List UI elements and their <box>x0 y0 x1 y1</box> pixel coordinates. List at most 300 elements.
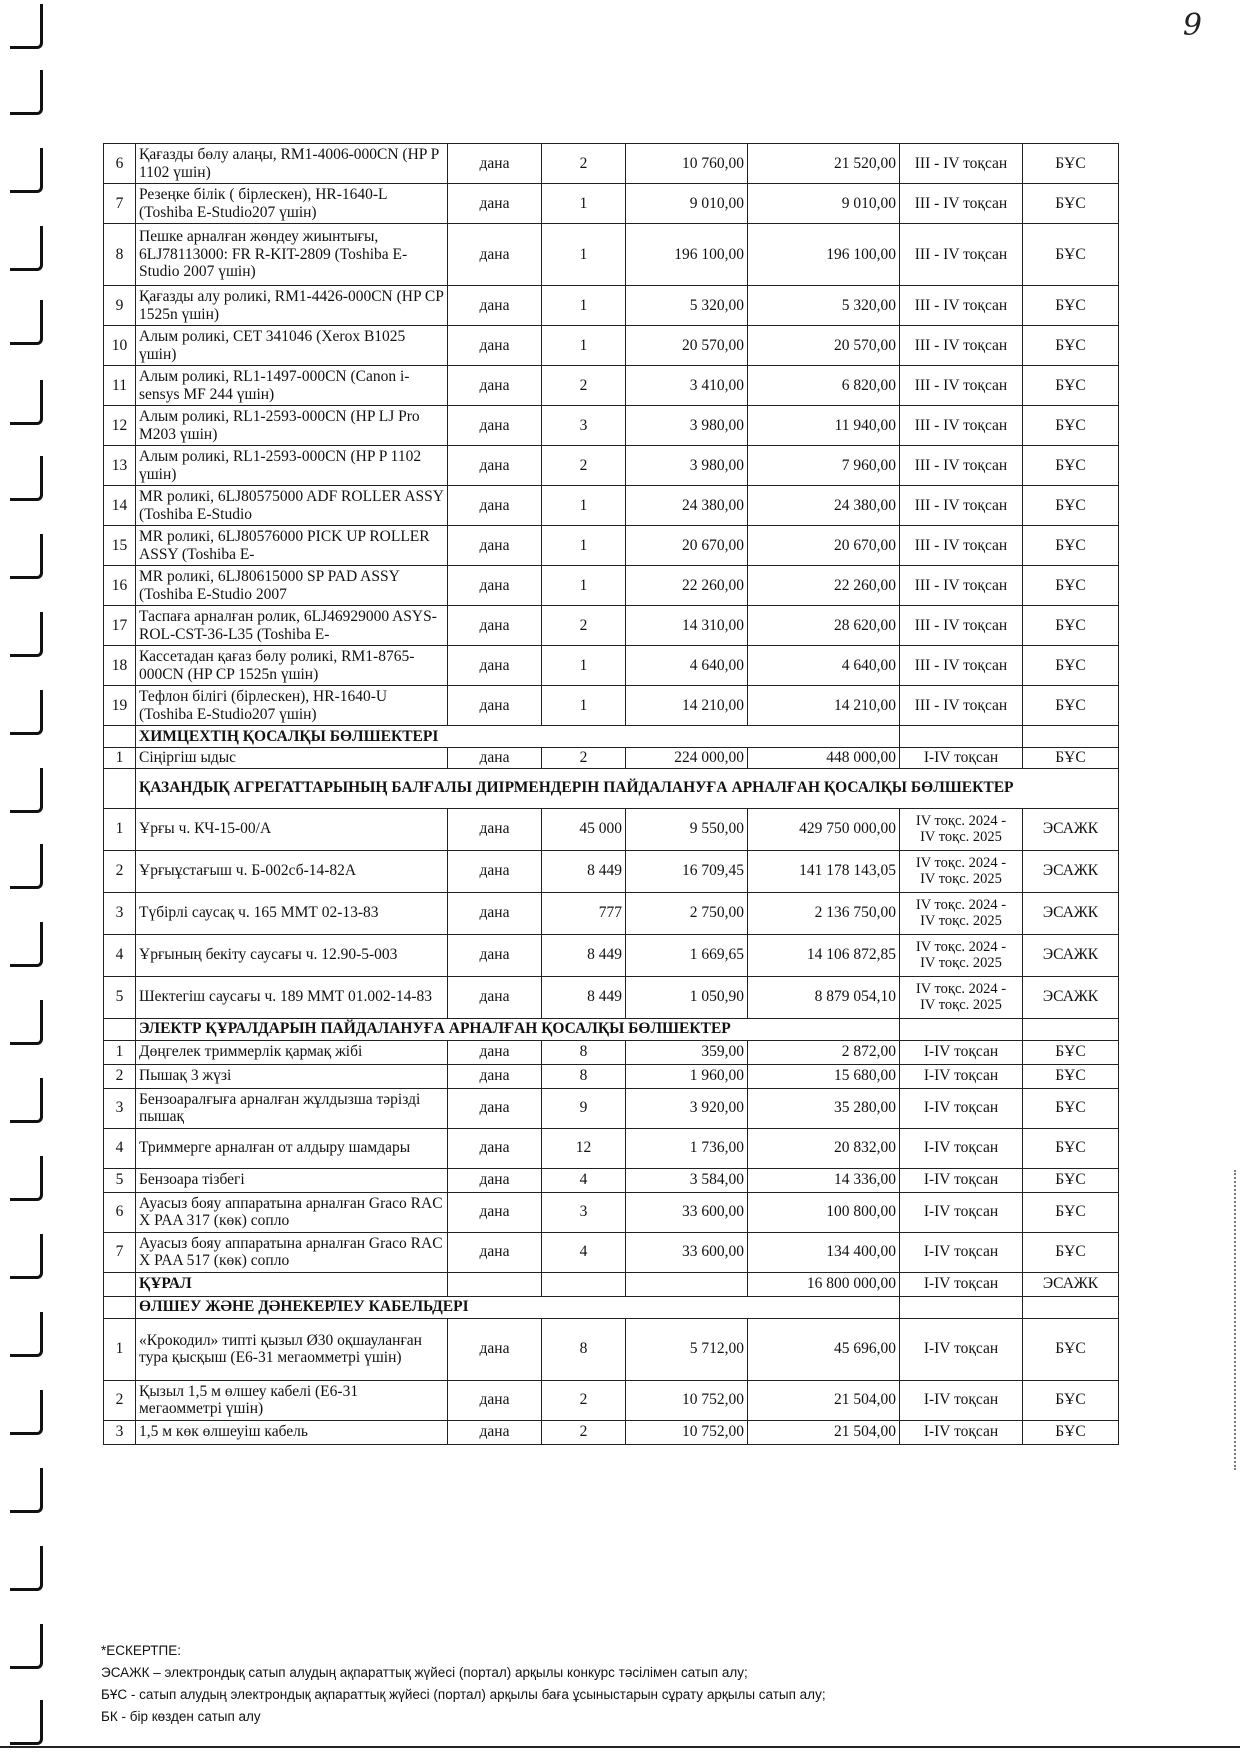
row-number: 1 <box>104 1318 136 1380</box>
binder-mark <box>10 1390 43 1435</box>
item-name: Ұрғының бекіту саусағы ч. 12.90-5-003 <box>136 934 448 976</box>
procurement-method: ЭСАЖК <box>1023 976 1119 1018</box>
total-sum: 141 178 143,05 <box>748 850 900 892</box>
row-number: 11 <box>104 366 136 406</box>
unit: дана <box>448 406 542 446</box>
delivery-term: III - IV тоқсан <box>900 286 1023 326</box>
table-row <box>104 1088 1119 1128</box>
procurement-method: БҰС <box>1023 686 1119 726</box>
total-sum: 11 940,00 <box>748 406 900 446</box>
unit-price: 14 210,00 <box>626 686 748 726</box>
row-number: 3 <box>104 892 136 934</box>
term-end: IV тоқс. 2025 <box>920 871 1002 888</box>
unit: дана <box>448 446 542 486</box>
item-name: Бензоаралғыға арналған жұлдызша тәрізді пышақ <box>136 1088 448 1128</box>
procurement-method: БҰС <box>1023 366 1119 406</box>
table-row <box>104 850 1119 892</box>
table-row <box>104 1420 1119 1444</box>
row-number: 10 <box>104 326 136 366</box>
item-name: MR роликі, 6LJ80576000 PICK UP ROLLER ASSY (Toshiba E- <box>136 526 448 566</box>
quantity: 12 <box>542 1128 626 1168</box>
binder-mark <box>10 300 43 345</box>
section-row <box>104 1296 1119 1318</box>
row-number: 14 <box>104 486 136 526</box>
section-title: ҚАЗАНДЫҚ АГРЕГАТТАРЫНЫҢ БАЛҒАЛЫ ДИІРМЕНДЕРІН ПАЙДАЛАНУҒА АРНАЛҒАН ҚОСАЛҚЫ БӨЛШЕКТЕР <box>136 768 1119 808</box>
procurement-method: БҰС <box>1023 1168 1119 1192</box>
binder-mark <box>10 1078 43 1123</box>
total-sum: 15 680,00 <box>748 1064 900 1088</box>
item-name: Ауасыз бояу аппаратына арналған Graco RAC X PAA 317 (көк) сопло <box>136 1192 448 1232</box>
item-name: Шектегіш саусағы ч. 189 ММТ 01.002-14-83 <box>136 976 448 1018</box>
procurement-method: ЭСАЖК <box>1023 808 1119 850</box>
delivery-term: III - IV тоқсан <box>900 446 1023 486</box>
term-start: IV тоқс. 2024 - <box>915 896 1007 913</box>
table-row <box>104 1168 1119 1192</box>
unit: дана <box>448 686 542 726</box>
total-sum: 45 696,00 <box>748 1318 900 1380</box>
unit-price: 196 100,00 <box>626 224 748 286</box>
term-end: IV тоқс. 2025 <box>920 955 1002 972</box>
term-end: IV тоқс. 2025 <box>920 997 1002 1014</box>
unit: дана <box>448 366 542 406</box>
row-number: 2 <box>104 1380 136 1420</box>
empty-cell <box>542 1272 626 1296</box>
unit: дана <box>448 224 542 286</box>
empty-cell <box>900 726 1023 748</box>
unit: дана <box>448 184 542 224</box>
quantity: 8 449 <box>542 976 626 1018</box>
term-start: IV тоқс. 2024 - <box>915 938 1007 955</box>
unit-price: 22 260,00 <box>626 566 748 606</box>
table-row <box>104 184 1119 224</box>
empty-cell <box>626 1272 748 1296</box>
unit: дана <box>448 486 542 526</box>
delivery-term: III - IV тоқсан <box>900 184 1023 224</box>
quantity: 1 <box>542 224 626 286</box>
delivery-term: I-IV тоқсан <box>900 1192 1023 1232</box>
term-start: IV тоқс. 2024 - <box>915 854 1007 871</box>
item-name: MR роликі, 6LJ80575000 ADF ROLLER ASSY (Toshiba E-Studio <box>136 486 448 526</box>
delivery-term: III - IV тоқсан <box>900 646 1023 686</box>
term-end: IV тоқс. 2025 <box>920 829 1002 846</box>
binder-mark <box>10 1312 43 1357</box>
procurement-method: БҰС <box>1023 486 1119 526</box>
delivery-term: I-IV тоқсан <box>900 1420 1023 1444</box>
quantity: 2 <box>542 144 626 184</box>
unit-price: 10 760,00 <box>626 144 748 184</box>
total-sum: 196 100,00 <box>748 224 900 286</box>
item-name: Қызыл 1,5 м өлшеу кабелі (Е6-31 мегаомметрі үшін) <box>136 1380 448 1420</box>
item-name: Бензоара тізбегі <box>136 1168 448 1192</box>
empty-cell <box>104 1018 136 1040</box>
total-sum: 100 800,00 <box>748 1192 900 1232</box>
procurement-method: БҰС <box>1023 406 1119 446</box>
row-number: 17 <box>104 606 136 646</box>
quantity: 1 <box>542 286 626 326</box>
quantity: 2 <box>542 1420 626 1444</box>
unit-price: 9 550,00 <box>626 808 748 850</box>
unit-price: 224 000,00 <box>626 748 748 769</box>
unit: дана <box>448 144 542 184</box>
total-sum: 24 380,00 <box>748 486 900 526</box>
quantity: 1 <box>542 686 626 726</box>
total-sum: 35 280,00 <box>748 1088 900 1128</box>
row-number: 5 <box>104 1168 136 1192</box>
delivery-term: I-IV тоқсан <box>900 1088 1023 1128</box>
item-name: Алым роликі, RL1-2593-000CN (HP LJ Pro M203 үшін) <box>136 406 448 446</box>
binder-mark <box>10 456 43 501</box>
delivery-term: III - IV тоқсан <box>900 486 1023 526</box>
empty-cell <box>900 1296 1023 1318</box>
procurement-method: БҰС <box>1023 1088 1119 1128</box>
empty-cell <box>1023 726 1119 748</box>
procurement-method: БҰС <box>1023 326 1119 366</box>
delivery-term: III - IV тоқсан <box>900 566 1023 606</box>
table-row <box>104 1128 1119 1168</box>
row-number: 9 <box>104 286 136 326</box>
procurement-method: БҰС <box>1023 446 1119 486</box>
quantity: 45 000 <box>542 808 626 850</box>
unit: дана <box>448 286 542 326</box>
procurement-method: ЭСАЖК <box>1023 892 1119 934</box>
table-row <box>104 1318 1119 1380</box>
tool-row <box>104 1272 1119 1296</box>
procurement-method: БҰС <box>1023 1380 1119 1420</box>
procurement-method: ЭСАЖК <box>1023 1272 1119 1296</box>
unit: дана <box>448 1088 542 1128</box>
unit: дана <box>448 566 542 606</box>
section-row <box>104 1018 1119 1040</box>
quantity: 2 <box>542 748 626 769</box>
section-title: ЭЛЕКТР ҚҰРАЛДАРЫН ПАЙДАЛАНУҒА АРНАЛҒАН ҚОСАЛҚЫ БӨЛШЕКТЕР <box>136 1018 900 1040</box>
procurement-method: БҰС <box>1023 1232 1119 1272</box>
section-title: ХИМЦЕХТІҢ ҚОСАЛҚЫ БӨЛШЕКТЕРІ <box>136 726 900 748</box>
table-row <box>104 326 1119 366</box>
notes-line: ЭСАЖК – электрондық сатып алудың ақпараттық жүйесі (портал) арқылы конкурс тәсілімен сатып алу; <box>101 1665 748 1680</box>
binder-mark <box>10 1546 43 1591</box>
row-number: 12 <box>104 406 136 446</box>
empty-cell <box>104 726 136 748</box>
binder-mark <box>10 1234 43 1279</box>
unit: дана <box>448 1192 542 1232</box>
item-name: Қағазды бөлу алаңы, RM1-4006-000CN (HP P 1102 үшін) <box>136 144 448 184</box>
unit: дана <box>448 1318 542 1380</box>
page-number: 9 <box>1182 8 1202 43</box>
unit: дана <box>448 748 542 769</box>
table-row <box>104 406 1119 446</box>
unit: дана <box>448 976 542 1018</box>
binder-mark <box>10 1468 43 1513</box>
procurement-method: БҰС <box>1023 184 1119 224</box>
section-title: ҚҰРАЛ <box>136 1272 448 1296</box>
empty-cell <box>104 768 136 808</box>
row-number: 4 <box>104 934 136 976</box>
scan-shadow <box>1234 1170 1240 1470</box>
unit-price: 3 584,00 <box>626 1168 748 1192</box>
procurement-method: БҰС <box>1023 286 1119 326</box>
row-number: 1 <box>104 748 136 769</box>
binder-mark <box>10 1156 43 1201</box>
unit-price: 3 410,00 <box>626 366 748 406</box>
notes-line: БҰС - сатып алудың электрондық ақпараттық жүйесі (портал) арқылы баға ұсыныстарын сұрату арқылы сатып алу; <box>101 1687 826 1702</box>
scan-edge <box>0 1746 1240 1748</box>
procurement-method: БҰС <box>1023 1318 1119 1380</box>
row-number: 8 <box>104 224 136 286</box>
unit-price: 3 980,00 <box>626 446 748 486</box>
unit-price: 10 752,00 <box>626 1380 748 1420</box>
delivery-term: I-IV тоқсан <box>900 1380 1023 1420</box>
unit-price: 359,00 <box>626 1040 748 1064</box>
item-name: Алым роликі, RL1-1497-000CN (Canon i-sensys MF 244 үшін) <box>136 366 448 406</box>
delivery-term: I-IV тоқсан <box>900 1232 1023 1272</box>
procurement-method: БҰС <box>1023 566 1119 606</box>
binder-mark <box>10 534 43 579</box>
table-row <box>104 446 1119 486</box>
delivery-term: I-IV тоқсан <box>900 748 1023 769</box>
total-sum: 2 872,00 <box>748 1040 900 1064</box>
table-row <box>104 526 1119 566</box>
unit-price: 5 712,00 <box>626 1318 748 1380</box>
item-name: Түбірлі саусақ ч. 165 ММТ 02-13-83 <box>136 892 448 934</box>
unit-price: 1 960,00 <box>626 1064 748 1088</box>
quantity: 1 <box>542 326 626 366</box>
procurement-method: БҰС <box>1023 224 1119 286</box>
procurement-method: БҰС <box>1023 1064 1119 1088</box>
unit: дана <box>448 326 542 366</box>
table-row <box>104 976 1119 1018</box>
binder-mark <box>10 768 43 813</box>
procurement-method: БҰС <box>1023 144 1119 184</box>
total-sum: 21 504,00 <box>748 1420 900 1444</box>
quantity: 3 <box>542 406 626 446</box>
item-name: Алым роликі, RL1-2593-000CN (HP P 1102 үшін) <box>136 446 448 486</box>
term-start: IV тоқс. 2024 - <box>915 980 1007 997</box>
total-sum: 20 570,00 <box>748 326 900 366</box>
item-name: Кассетадан қағаз бөлу роликі, RM1-8765-000CN (HP CP 1525n үшін) <box>136 646 448 686</box>
unit-price: 16 709,45 <box>626 850 748 892</box>
item-name: Дөңгелек триммерлік қармақ жібі <box>136 1040 448 1064</box>
total-sum: 20 670,00 <box>748 526 900 566</box>
delivery-term <box>900 808 1023 850</box>
delivery-term: III - IV тоқсан <box>900 224 1023 286</box>
procurement-method: БҰС <box>1023 1128 1119 1168</box>
item-name: Қағазды алу роликі, RM1-4426-000CN (HP CP 1525n үшін) <box>136 286 448 326</box>
table-row <box>104 748 1119 769</box>
total-sum: 14 106 872,85 <box>748 934 900 976</box>
row-number: 16 <box>104 566 136 606</box>
notes-title: *ЕСКЕРТПЕ: <box>101 1643 181 1658</box>
row-number: 7 <box>104 184 136 224</box>
delivery-term: III - IV тоқсан <box>900 686 1023 726</box>
binder-mark <box>10 70 43 115</box>
quantity: 2 <box>542 1380 626 1420</box>
delivery-term: I-IV тоқсан <box>900 1168 1023 1192</box>
unit: дана <box>448 850 542 892</box>
unit-price: 20 670,00 <box>626 526 748 566</box>
section-row <box>104 726 1119 748</box>
table-row <box>104 566 1119 606</box>
row-number: 7 <box>104 1232 136 1272</box>
procurement-table <box>103 143 1119 1445</box>
unit-price: 24 380,00 <box>626 486 748 526</box>
row-number: 2 <box>104 1064 136 1088</box>
table-body <box>104 144 1119 1445</box>
unit: дана <box>448 808 542 850</box>
delivery-term <box>900 850 1023 892</box>
quantity: 8 449 <box>542 934 626 976</box>
unit: дана <box>448 1232 542 1272</box>
total-sum: 6 820,00 <box>748 366 900 406</box>
unit-price: 4 640,00 <box>626 646 748 686</box>
unit-price: 33 600,00 <box>626 1192 748 1232</box>
binder-mark <box>10 4 43 49</box>
item-name: Тефлон білігі (бірлескен), HR-1640-U (Toshiba E-Studio207 үшін) <box>136 686 448 726</box>
delivery-term <box>900 892 1023 934</box>
empty-cell <box>1023 1018 1119 1040</box>
quantity: 8 449 <box>542 850 626 892</box>
unit-price: 3 920,00 <box>626 1088 748 1128</box>
item-name: 1,5 м көк өлшеуіш кабель <box>136 1420 448 1444</box>
table-row <box>104 224 1119 286</box>
row-number: 1 <box>104 1040 136 1064</box>
total-sum: 4 640,00 <box>748 646 900 686</box>
row-number: 6 <box>104 144 136 184</box>
quantity: 1 <box>542 184 626 224</box>
row-number: 3 <box>104 1088 136 1128</box>
unit-price: 9 010,00 <box>626 184 748 224</box>
procurement-method: БҰС <box>1023 748 1119 769</box>
unit: дана <box>448 1420 542 1444</box>
unit: дана <box>448 1380 542 1420</box>
quantity: 3 <box>542 1192 626 1232</box>
item-name: Ұрғыұстағыш ч. Б-002сб-14-82А <box>136 850 448 892</box>
unit: дана <box>448 892 542 934</box>
total-sum: 21 504,00 <box>748 1380 900 1420</box>
delivery-term: I-IV тоқсан <box>900 1128 1023 1168</box>
table-row <box>104 934 1119 976</box>
binder-edge <box>0 0 48 1754</box>
empty-cell <box>448 1272 542 1296</box>
table-row <box>104 1064 1119 1088</box>
item-name: Ауасыз бояу аппаратына арналған Graco RAC X PAA 517 (көк) сопло <box>136 1232 448 1272</box>
delivery-term: III - IV тоқсан <box>900 366 1023 406</box>
unit: дана <box>448 606 542 646</box>
delivery-term: III - IV тоқсан <box>900 526 1023 566</box>
unit-price: 10 752,00 <box>626 1420 748 1444</box>
delivery-term: III - IV тоқсан <box>900 326 1023 366</box>
table-row <box>104 606 1119 646</box>
row-number: 5 <box>104 976 136 1018</box>
delivery-term: III - IV тоқсан <box>900 406 1023 446</box>
item-name: Алым роликі, CET 341046 (Xerox B1025 үшін) <box>136 326 448 366</box>
quantity: 2 <box>542 366 626 406</box>
quantity: 1 <box>542 646 626 686</box>
procurement-method: БҰС <box>1023 1192 1119 1232</box>
quantity: 777 <box>542 892 626 934</box>
empty-cell <box>104 1272 136 1296</box>
quantity: 2 <box>542 606 626 646</box>
binder-mark <box>10 148 43 193</box>
total-sum: 5 320,00 <box>748 286 900 326</box>
total-sum: 9 010,00 <box>748 184 900 224</box>
quantity: 8 <box>542 1040 626 1064</box>
delivery-term: I-IV тоқсан <box>900 1272 1023 1296</box>
table-row <box>104 808 1119 850</box>
total-sum: 134 400,00 <box>748 1232 900 1272</box>
total-sum: 429 750 000,00 <box>748 808 900 850</box>
row-number: 19 <box>104 686 136 726</box>
row-number: 3 <box>104 1420 136 1444</box>
empty-cell <box>104 1296 136 1318</box>
binder-mark <box>10 844 43 889</box>
item-name: Пешке арналған жөндеу жиынтығы, 6LJ78113000: FR R-KIT-2809 (Toshiba E-Studio 2007 үшін) <box>136 224 448 286</box>
total-sum: 7 960,00 <box>748 446 900 486</box>
total-sum: 21 520,00 <box>748 144 900 184</box>
delivery-term: I-IV тоқсан <box>900 1064 1023 1088</box>
table-row <box>104 144 1119 184</box>
term-start: IV тоқс. 2024 - <box>915 812 1007 829</box>
section-title: ӨЛШЕУ ЖӘНЕ ДӘНЕКЕРЛЕУ КАБЕЛЬДЕРІ <box>136 1296 900 1318</box>
table-row <box>104 646 1119 686</box>
unit-price: 1 669,65 <box>626 934 748 976</box>
total-sum: 28 620,00 <box>748 606 900 646</box>
quantity: 1 <box>542 486 626 526</box>
item-name: Триммерге арналған от алдыру шамдары <box>136 1128 448 1168</box>
section-row <box>104 768 1119 808</box>
total-sum: 14 336,00 <box>748 1168 900 1192</box>
item-name: Ұрғы ч. КЧ-15-00/А <box>136 808 448 850</box>
table-row <box>104 1380 1119 1420</box>
term-end: IV тоқс. 2025 <box>920 913 1002 930</box>
total-sum: 448 000,00 <box>748 748 900 769</box>
unit-price: 3 980,00 <box>626 406 748 446</box>
total-sum: 16 800 000,00 <box>748 1272 900 1296</box>
unit-price: 1 050,90 <box>626 976 748 1018</box>
unit: дана <box>448 1128 542 1168</box>
table-row <box>104 892 1119 934</box>
binder-mark <box>10 690 43 735</box>
row-number: 6 <box>104 1192 136 1232</box>
table-row <box>104 366 1119 406</box>
delivery-term: III - IV тоқсан <box>900 144 1023 184</box>
delivery-term: III - IV тоқсан <box>900 606 1023 646</box>
unit: дана <box>448 1040 542 1064</box>
table-row <box>104 1192 1119 1232</box>
unit-price: 20 570,00 <box>626 326 748 366</box>
delivery-term <box>900 934 1023 976</box>
procurement-method: БҰС <box>1023 646 1119 686</box>
unit: дана <box>448 526 542 566</box>
table-row <box>104 486 1119 526</box>
unit-price: 1 736,00 <box>626 1128 748 1168</box>
item-name: «Крокодил» типті қызыл Ø30 оқшауланған тура қысқыш (Е6-31 мегаомметрі үшін) <box>136 1318 448 1380</box>
delivery-term: I-IV тоқсан <box>900 1318 1023 1380</box>
item-name: Таспаға арналған ролик, 6LJ46929000 ASYS-ROL-CST-36-L35 (Toshiba E- <box>136 606 448 646</box>
total-sum: 2 136 750,00 <box>748 892 900 934</box>
unit-price: 2 750,00 <box>626 892 748 934</box>
binder-mark <box>10 922 43 967</box>
empty-cell <box>900 1018 1023 1040</box>
item-name: Резеңке білік ( бірлескен), HR-1640-L (Toshiba E-Studio207 үшін) <box>136 184 448 224</box>
procurement-method: БҰС <box>1023 1040 1119 1064</box>
unit: дана <box>448 1064 542 1088</box>
total-sum: 14 210,00 <box>748 686 900 726</box>
notes-line: БК - бір көзден сатып алу <box>101 1709 261 1724</box>
quantity: 8 <box>542 1318 626 1380</box>
binder-mark <box>10 1624 43 1669</box>
binder-mark <box>10 226 43 271</box>
quantity: 9 <box>542 1088 626 1128</box>
